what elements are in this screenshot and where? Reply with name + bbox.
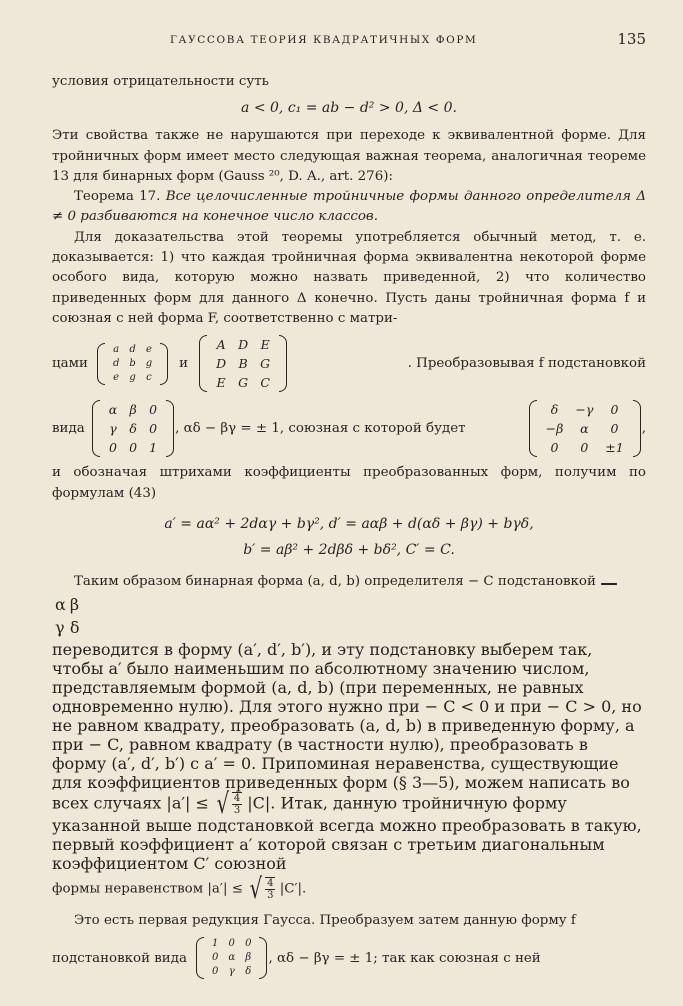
text: Таким образом бинарная форма (a, d, b) определителя − C подстановкой	[74, 573, 596, 589]
formula-transform-2: b′ = aβ² + 2dβδ + bδ², C′ = C.	[243, 541, 455, 558]
radical-sign: √	[216, 787, 230, 821]
running-title: ГАУССОВА ТЕОРИЯ КВАДРАТИЧНЫХ ФОРМ	[170, 34, 478, 46]
matrix-cell: γ	[109, 421, 117, 437]
matrix-F	[198, 333, 288, 394]
radical-sign: √	[249, 872, 263, 906]
matrix-cell: α	[55, 595, 66, 615]
matrix-cell: E	[260, 337, 270, 353]
matrix-cell: 0	[245, 938, 252, 950]
text: , αδ − βγ = ± 1; так как союзная с ней	[268, 950, 541, 966]
matrix-cell: 0	[149, 402, 158, 418]
text: переводится в форму (a′, d′, b′), и эту подстановку выберем так, чтобы a′ было наименьшим по абсолютному значению числом, представляемым формой (a, d, b) (при переменных, не равных одновременно нулю). Для этого нужно при − C < 0 и при − C > 0, но не равном квадрату, преобразовать (a, d, b) в приведенную форму, а при − C, равном квадрату (в частности нулю), преобразовать в форму (a′, d′, b′) с a′ = 0. Припоминая неравенства, существующие для коэффициентов приведенных форм (§ 3—5), можем написать во всех случаях	[52, 640, 642, 813]
fraction-denominator: 3	[267, 890, 274, 902]
text-line	[52, 872, 646, 906]
matrix-cell: 1	[149, 440, 158, 456]
matrix-cell: 0	[580, 440, 589, 456]
fraction-denominator: 3	[233, 805, 241, 817]
matrix-cell: G	[238, 375, 249, 391]
fraction	[232, 792, 242, 816]
matrix-row	[108, 371, 157, 385]
matrix-cell: δ	[245, 966, 252, 978]
fraction	[265, 877, 275, 901]
matrix-row	[210, 354, 276, 373]
text: и	[179, 356, 189, 372]
matrix-cell: α	[108, 402, 118, 418]
paragraph: Эти свойства также не нарушаются при переходе к эквивалентной форме. Для тройничных форм имеет место следующая важная теорема, аналогичная теореме 13 для бинарных форм (Gauss ²⁰, D. A., art. 276):	[52, 128, 646, 184]
theorem-text: Все целочисленные тройничные формы данного определителя Δ ≠ 0 разбиваются на конечное число классов.	[52, 189, 646, 225]
matrix-adjoint	[528, 398, 642, 459]
matrix-cell: c	[146, 371, 152, 383]
matrix-cell: δ	[69, 618, 80, 638]
page-number: 135	[617, 30, 646, 48]
matrix-row	[540, 419, 630, 438]
matrix-row	[103, 438, 163, 457]
text: |a′| ≤	[166, 793, 209, 813]
matrix-cell: 0	[610, 402, 619, 418]
matrix-row	[54, 594, 80, 615]
matrix-cell: 0	[550, 440, 559, 456]
matrix-cell: α	[228, 952, 236, 964]
matrix-row	[108, 357, 157, 371]
theorem-label: Теорема 17.	[74, 189, 161, 205]
matrix-cell: δ	[129, 421, 137, 437]
matrix-row	[210, 335, 276, 354]
matrix-row	[540, 438, 630, 457]
sqrt-expression	[247, 872, 275, 906]
matrix-row	[210, 373, 276, 392]
text: . Преобразовывая f подстановкой	[407, 356, 646, 372]
matrix-row-3	[52, 935, 646, 981]
matrix-cell: 0	[149, 421, 158, 437]
matrix-row	[207, 965, 257, 979]
text: формы неравенством |a′| ≤	[52, 881, 243, 897]
formula-negativity: a < 0, c₁ = ab − d² > 0, Δ < 0.	[241, 100, 457, 117]
paragraph	[52, 572, 646, 592]
matrix-cell: 0	[129, 440, 138, 456]
text: |C|. Итак, данную тройничную форму указанной выше подстановкой всегда можно преобразовать в такую, первый коэффициент a′ которой связан с третьим диагональным коэффициентом C′ союзной	[52, 793, 642, 874]
matrix-row-1	[52, 333, 646, 394]
fraction-numerator: 4	[267, 878, 274, 890]
matrix-row	[207, 951, 257, 965]
fraction-numerator: 4	[233, 793, 241, 805]
text-line: условия отрицательности суть	[52, 74, 269, 89]
matrix-cell: 1	[211, 938, 219, 950]
formula-transform-1: a′ = aα² + 2dαγ + bγ², d′ = aαβ + d(αδ + βγ) + bγδ,	[164, 515, 534, 532]
matrix-cell: −β	[545, 421, 564, 437]
sqrt-expression	[214, 787, 242, 821]
matrix-cell: D	[216, 356, 227, 372]
matrix-substitution	[91, 398, 175, 459]
matrix-cell: A	[216, 337, 226, 353]
matrix-cell: E	[216, 375, 226, 391]
matrix-cell: α	[580, 421, 589, 437]
matrix-cell: d	[112, 357, 120, 369]
matrix-row	[103, 419, 163, 438]
matrix-cell: 0	[211, 966, 219, 978]
text: вида	[52, 421, 85, 437]
text: |C′|.	[279, 881, 307, 897]
matrix-substitution-2	[195, 935, 269, 981]
matrix-cell: D	[238, 337, 249, 353]
matrix-cell: g	[145, 357, 153, 369]
matrix-cell: B	[238, 356, 248, 372]
text: цами	[52, 356, 88, 372]
book-page	[52, 24, 646, 985]
matrix-cell: 0	[211, 952, 219, 964]
matrix-row	[207, 937, 257, 951]
matrix-cell: d	[129, 343, 136, 355]
matrix-cell: δ	[550, 402, 559, 418]
matrix-cell: 0	[108, 440, 117, 456]
matrix-cell: G	[260, 356, 271, 372]
matrix-cell: C	[260, 375, 270, 391]
matrix-cell: ±1	[605, 440, 624, 456]
matrix-cell: β	[245, 952, 252, 964]
text: подстановкой вида	[52, 950, 187, 966]
matrix-cell: 0	[228, 938, 235, 950]
matrix-cell: b	[129, 357, 136, 369]
matrix-cell: γ	[228, 966, 235, 978]
matrix-cell: β	[69, 595, 80, 615]
matrix-cell: a	[113, 343, 120, 355]
paragraph: Это есть первая редукция Гаусса. Преобразуем затем данную форму f	[74, 913, 576, 929]
text: ,	[641, 421, 646, 437]
matrix-cell: e	[113, 371, 120, 383]
matrix-row	[540, 400, 630, 419]
matrix-cell: 0	[610, 421, 619, 437]
matrix-cell: −γ	[575, 402, 594, 418]
paragraph: Для доказательства этой теоремы употребляется обычный метод, т. е. доказывается: 1) что каждая тройничная форма эквивалентна некоторой форме особого вида, которую можно назвать приведенной, 2) что количество приведенных форм для данного Δ конечно. Пусть даны тройничная форма f и союзная с ней форма F, соответственно с матри-	[52, 229, 646, 326]
matrix-f	[96, 341, 169, 387]
text: , αδ − βγ = ± 1, союзная с которой будет	[175, 421, 466, 437]
page-header	[52, 24, 646, 50]
theorem	[52, 187, 646, 228]
matrix-row	[108, 343, 157, 357]
matrix-cell: β	[129, 402, 137, 418]
matrix-row	[103, 400, 163, 419]
matrix-row	[54, 617, 80, 638]
matrix-cell: γ	[55, 618, 65, 638]
matrix-cell: e	[145, 343, 152, 355]
paragraph: и обозначая штрихами коэффициенты преобразованных форм, получим по формулам (43)	[52, 465, 646, 501]
matrix-cell: g	[129, 371, 136, 383]
matrix-row-2	[52, 398, 646, 459]
